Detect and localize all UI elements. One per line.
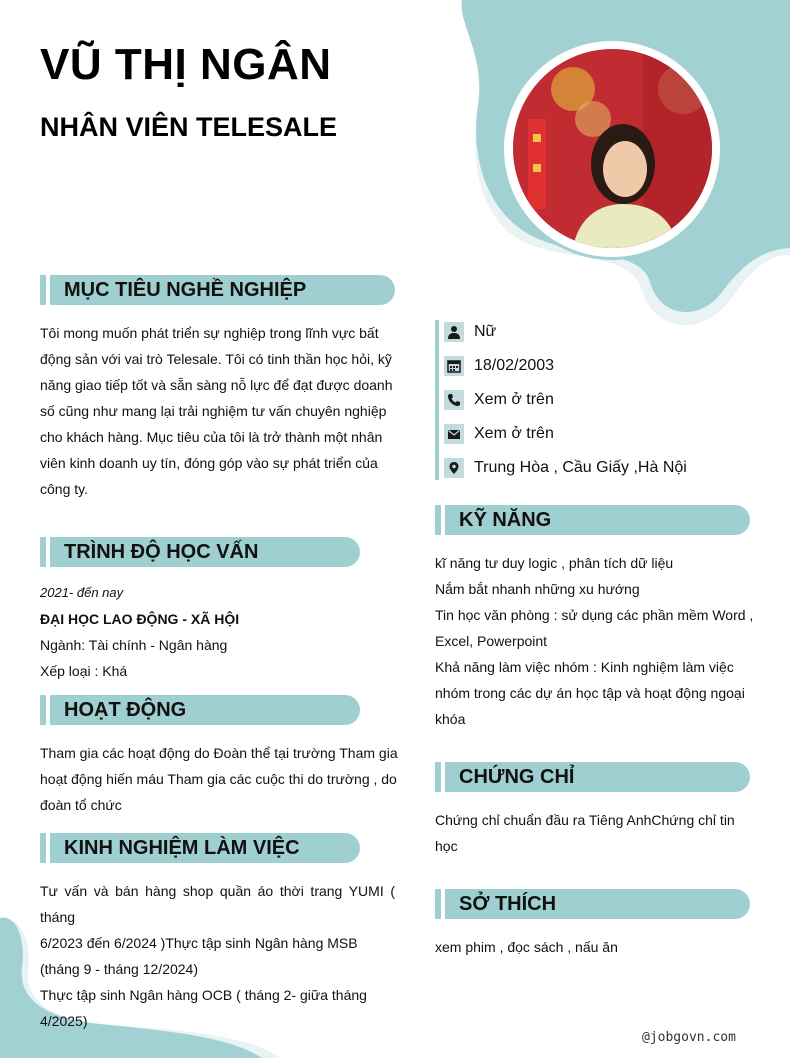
activities-text	[40, 740, 400, 818]
skills-line: kĩ năng tư duy logic , phân tích dữ liệu	[435, 555, 674, 571]
contact-address	[444, 457, 687, 479]
education-title: TRÌNH ĐỘ HỌC VẤN	[50, 537, 360, 567]
skills-line: Nắm bắt nhanh những xu hướng	[435, 581, 640, 597]
skills-line: nhóm trong các dự án học tập và hoạt động ngoại	[435, 685, 745, 701]
objective-line: số cũng như mang lại trải nghiệm tư vấn chuyên nghiệp	[40, 403, 387, 419]
phone-icon	[444, 390, 464, 410]
experience-text	[40, 878, 395, 1034]
experience-header	[40, 833, 360, 863]
section-bar	[40, 537, 46, 567]
activities-line: hoạt động hiến máu Tham gia các cuộc thi do trường , do	[40, 771, 397, 787]
calendar-icon	[444, 356, 464, 376]
education-date: 2021- đến nay	[40, 585, 124, 600]
skills-title: KỸ NĂNG	[445, 505, 750, 535]
activities-title: HOẠT ĐỘNG	[50, 695, 360, 725]
contact-birthday-text: 18/02/2003	[474, 357, 555, 374]
contact-bar	[435, 320, 439, 480]
mail-icon	[444, 424, 464, 444]
skills-line: khóa	[435, 711, 466, 727]
skills-line: Tin học văn phòng : sử dụng các phần mềm Word ,	[435, 607, 754, 623]
objective-title: MỤC TIÊU NGHỀ NGHIỆP	[50, 275, 395, 305]
candidate-role: NHÂN VIÊN TELESALE	[40, 112, 338, 142]
contact-email-text: Xem ở trên	[474, 425, 554, 442]
section-bar	[435, 762, 441, 792]
education-header	[40, 537, 360, 567]
education-school: ĐẠI HỌC LAO ĐỘNG - XÃ HỘI	[40, 611, 240, 627]
contact-phone-text: Xem ở trên	[474, 391, 554, 408]
avatar-image	[513, 49, 712, 248]
objective-header	[40, 275, 395, 305]
candidate-name: VŨ THỊ NGÂN	[40, 40, 332, 89]
experience-line: 6/2023 đến 6/2024 )Thực tập sinh Ngân hàng MSB	[40, 935, 358, 951]
section-bar	[40, 695, 46, 725]
objective-line: Tôi mong muốn phát triển sự nghiệp trong lĩnh vực bất	[40, 325, 379, 341]
hobbies-header	[435, 889, 750, 919]
experience-line: (tháng 9 - tháng 12/2024)	[40, 961, 199, 977]
certificates-text	[435, 807, 760, 859]
person-icon	[444, 322, 464, 342]
location-icon	[444, 458, 464, 478]
experience-line: Thực tập sinh Ngân hàng OCB ( tháng 2- giữa tháng	[40, 987, 367, 1003]
contact-birthday	[444, 355, 554, 377]
objective-line: viên kinh doanh uy tín, đóng góp vào sự phát triển của	[40, 455, 378, 471]
avatar	[513, 49, 712, 248]
skills-text	[435, 550, 760, 732]
watermark: @jobgovn.com	[642, 1030, 736, 1045]
activities-line: Tham gia các hoạt động do Đoàn thể tại trường Tham gia	[40, 745, 398, 761]
experience-title: KINH NGHIỆM LÀM VIỆC	[50, 833, 360, 863]
objective-line: năng giao tiếp tốt và sẵn sàng nỗ lực để đạt được doanh	[40, 377, 393, 393]
contact-email	[444, 423, 554, 445]
section-bar	[435, 889, 441, 919]
certificates-line: học	[435, 838, 458, 854]
hobbies-text	[435, 934, 760, 960]
section-bar	[40, 833, 46, 863]
experience-line: 4/2025)	[40, 1013, 88, 1029]
skills-line: Khả năng làm việc nhóm : Kinh nghiệm làm việc	[435, 659, 734, 675]
hobbies-title: SỞ THÍCH	[445, 889, 750, 919]
certificates-line: Chứng chỉ chuẩn đầu ra Tiêng AnhChứng chỉ tin	[435, 812, 735, 828]
objective-line: động sản với vai trò Telesale. Tôi có tinh thần học hỏi, kỹ	[40, 351, 392, 367]
experience-line: Tư vấn và bán hàng shop quần áo thời trang YUMI ( tháng	[40, 883, 395, 925]
contact-gender-text: Nữ	[474, 323, 497, 340]
contact-phone	[444, 389, 554, 411]
activities-header	[40, 695, 360, 725]
section-bar	[40, 275, 46, 305]
education-details	[40, 580, 400, 684]
education-major: Ngành: Tài chính - Ngân hàng	[40, 637, 228, 653]
contact-gender	[444, 321, 496, 343]
certificates-title: CHỨNG CHỈ	[445, 762, 750, 792]
hobbies-line: xem phim , đọc sách , nấu ăn	[435, 939, 618, 955]
education-rank: Xếp loại : Khá	[40, 663, 128, 679]
objective-text	[40, 320, 400, 502]
activities-line: đoàn tổ chức	[40, 797, 122, 813]
certificates-header	[435, 762, 750, 792]
objective-line: cho khách hàng. Mục tiêu của tôi là trở thành một nhân	[40, 429, 383, 445]
skills-header	[435, 505, 750, 535]
skills-line: Excel, Powerpoint	[435, 633, 548, 649]
contact-address-text: Trung Hòa , Cầu Giấy ,Hà Nội	[474, 459, 687, 476]
objective-line: công ty.	[40, 481, 88, 497]
section-bar	[435, 505, 441, 535]
